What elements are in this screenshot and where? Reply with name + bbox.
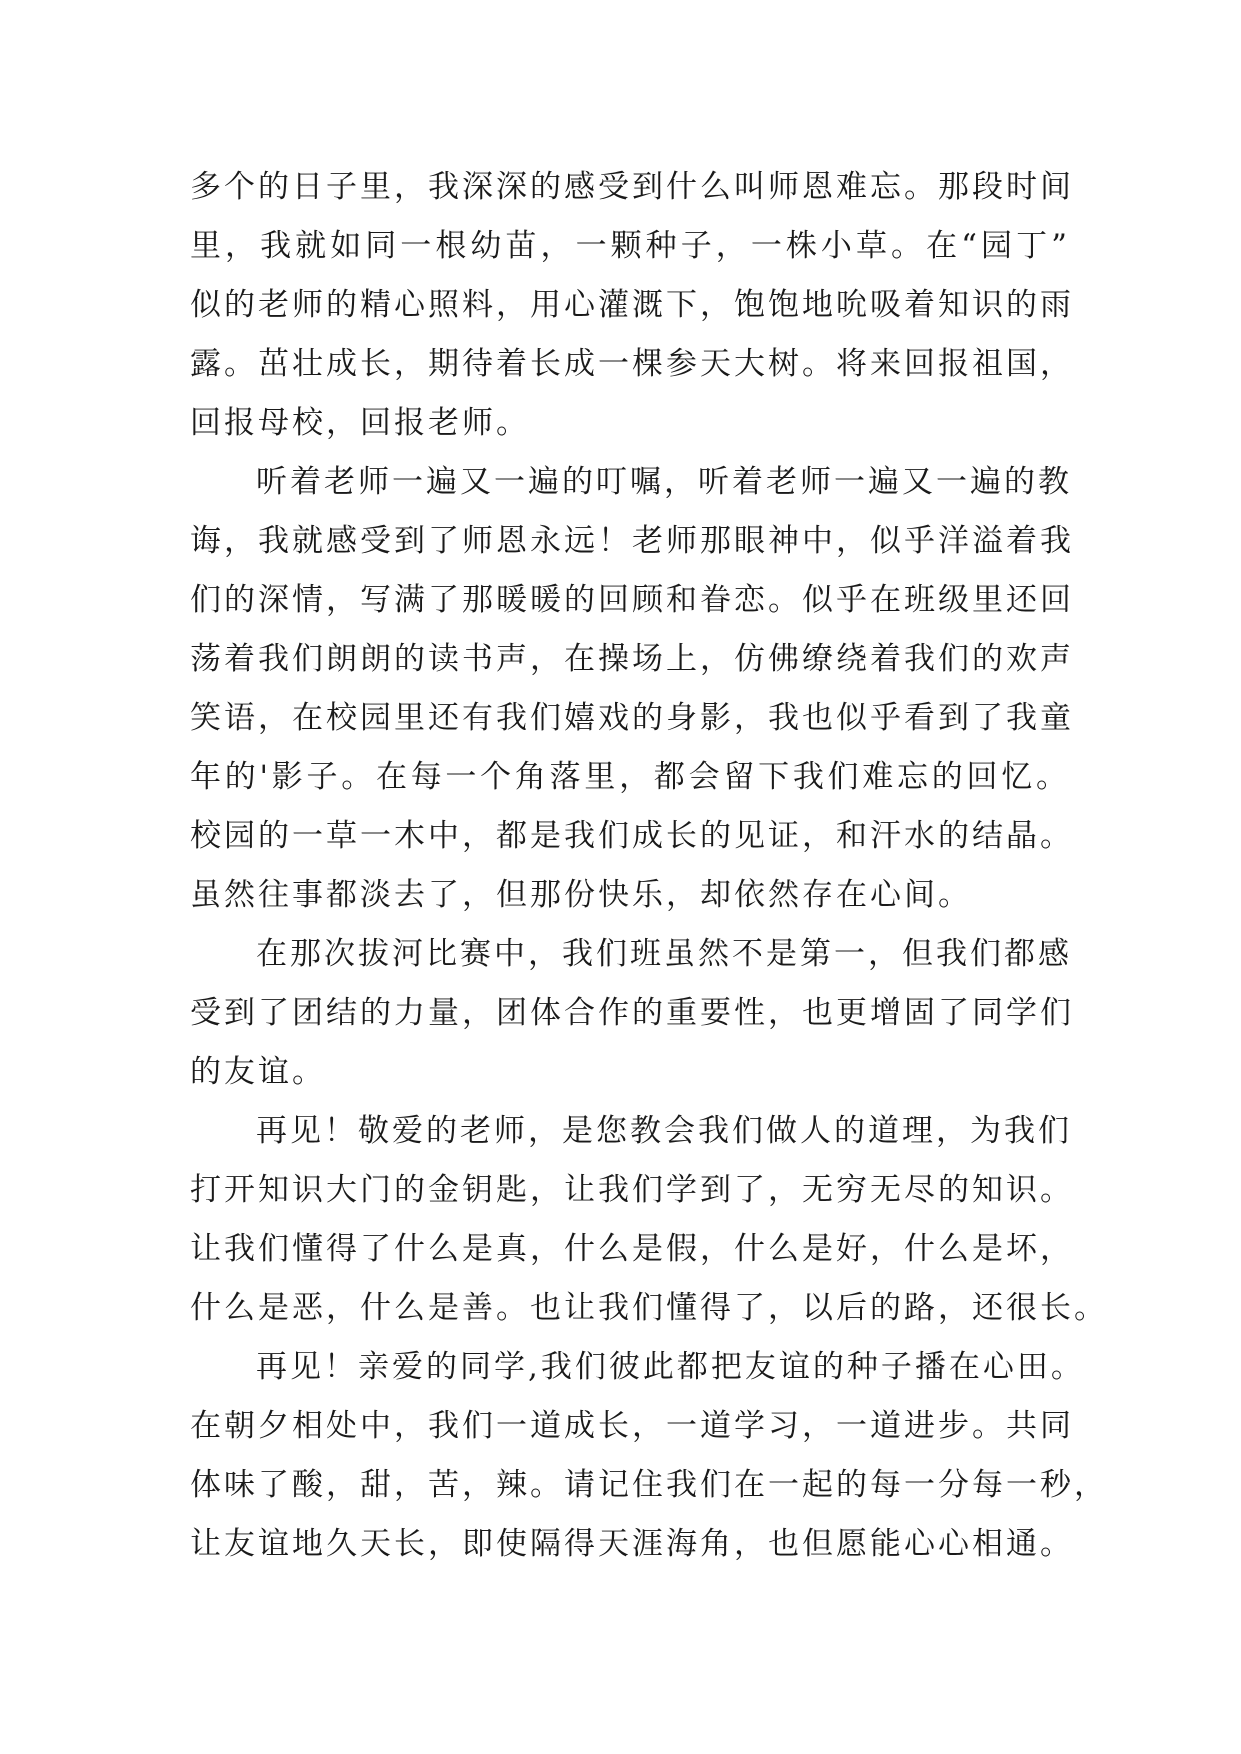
- text-line: 校园的一草一木中，都是我们成长的见证，和汗水的结晶。: [190, 818, 1074, 854]
- text-line: 在那次拔河比赛中，我们班虽然不是第一，但我们都感: [256, 936, 1072, 972]
- text-line: 露。茁壮成长，期待着长成一棵参天大树。将来回报祖国，: [190, 346, 1074, 382]
- text-line: 让我们懂得了什么是真，什么是假，什么是好，什么是坏，: [190, 1231, 1074, 1267]
- text-line: 诲，我就感受到了师恩永远！老师那眼神中，似乎洋溢着我: [190, 523, 1074, 559]
- text-line: 在朝夕相处中，我们一道成长，一道学习，一道进步。共同: [190, 1408, 1074, 1444]
- text-line: 虽然往事都淡去了，但那份快乐，却依然存在心间。: [190, 877, 972, 913]
- text-line: 什么是恶，什么是善。也让我们懂得了，以后的路，还很长。: [190, 1290, 1108, 1326]
- text-line: 似的老师的精心照料，用心灌溉下，饱饱地吮吸着知识的雨: [190, 287, 1074, 323]
- text-line: 打开知识大门的金钥匙，让我们学到了，无穷无尽的知识。: [190, 1172, 1074, 1208]
- text-line: 里，我就如同一根幼苗，一颗种子，一株小草。在“园丁”: [190, 228, 1070, 264]
- text-line: 荡着我们朗朗的读书声，在操场上，仿佛缭绕着我们的欢声: [190, 641, 1074, 677]
- text-line: 笑语，在校园里还有我们嬉戏的身影，我也似乎看到了我童: [190, 700, 1074, 736]
- text-line: 年的'影子。在每一个角落里，都会留下我们难忘的回忆。: [190, 759, 1070, 795]
- essay-body: [190, 158, 1108, 1574]
- text-line: 受到了团结的力量，团体合作的重要性，也更增固了同学们: [190, 995, 1074, 1031]
- text-line: 听着老师一遍又一遍的叮嘱，听着老师一遍又一遍的教: [256, 464, 1072, 500]
- text-line: 们的深情，写满了那暖暖的回顾和眷恋。似乎在班级里还回: [190, 582, 1074, 618]
- text-line: 多个的日子里，我深深的感受到什么叫师恩难忘。那段时间: [190, 169, 1074, 205]
- text-line: 让友谊地久天长，即使隔得天涯海角，也但愿能心心相通。: [190, 1526, 1074, 1562]
- text-line: 再见！亲爱的同学,我们彼此都把友谊的种子播在心田。: [256, 1349, 1085, 1385]
- text-line: 的友谊。: [190, 1054, 326, 1090]
- text-line: 体味了酸，甜，苦，辣。请记住我们在一起的每一分每一秒，: [190, 1467, 1108, 1503]
- text-line: 回报母校，回报老师。: [190, 405, 530, 441]
- text-line: 再见！敬爱的老师，是您教会我们做人的道理，为我们: [256, 1113, 1072, 1149]
